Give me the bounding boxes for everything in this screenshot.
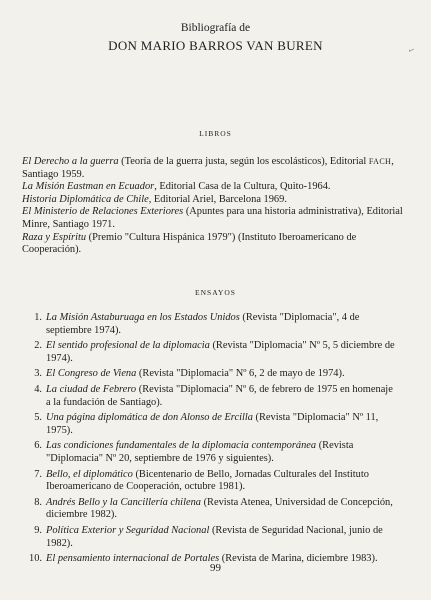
- essay-entry: 5. Una página diplomática de don Alonso de Ercilla (Revista "Diplomacia" Nº 11, 1975).: [34, 412, 379, 436]
- section-title-essays: ENSAYOS: [195, 288, 236, 297]
- book-entry: Historia Diplomática de Chile, Editorial Ariel, Barcelona 1969.: [22, 193, 287, 205]
- essays-list: [0, 312, 431, 569]
- books-list: [22, 156, 414, 257]
- essay-entry: 8. Andrés Bello y la Cancillería chilena (Revista Atenea, Universidad de Concepción, diciembre 1982).: [34, 496, 393, 521]
- essay-entry: 3. El Congreso de Viena (Revista "Diplomacia" Nº 6, 2 de mayo de 1974).: [34, 368, 345, 380]
- heading-line-2: DON MARIO BARROS VAN BUREN: [108, 38, 323, 53]
- essay-entry: 9. Política Exterior y Seguridad Nacional (Revista de Seguridad Nacional, junio de 1982).: [34, 524, 383, 549]
- book-entry: Raza y Espíritu (Premio "Cultura Hispánica 1979") (Instituto Iberoamericano de Cooperación).: [22, 231, 357, 256]
- heading-line-1: Bibliografía de: [180, 22, 251, 34]
- section-title-books: LIBROS: [199, 129, 232, 138]
- essay-entry: 2. El sentido profesional de la diplomacia (Revista "Diplomacia" Nº 5, 5 diciembre de 1974).: [34, 340, 395, 364]
- essay-entry: 1. La Misión Astaburuaga en los Estados Unidos (Revista "Diplomacia", 4 de septiembre 1974).: [34, 312, 360, 336]
- essay-entry: 4. La ciudad de Febrero (Revista "Diplomacia" Nº 6, de febrero de 1975 en homenaje a la fundación de Santiago).: [34, 383, 393, 408]
- page-number: 99: [210, 562, 221, 574]
- book-entry: El Derecho a la guerra (Teoría de la guerra justa, según los escolásticos), Editorial FACH, Santiago 1959.: [22, 156, 394, 180]
- essay-entry: 10. El pensamiento internacional de Portales (Revista de Marina, diciembre 1983).: [29, 553, 378, 565]
- book-entry: El Ministerio de Relaciones Exteriores (Apuntes para una historia administrativa), Editorial Minre, Santiago 1971.: [22, 206, 403, 230]
- book-entry: La Misión Eastman en Ecuador, Editorial Casa de la Cultura, Quito-1964.: [22, 181, 331, 193]
- essay-entry: 7. Bello, el diplomático (Bicentenario de Bello, Jornadas Culturales del Instituto Iberoamericano de Cooperación, octubre 1981).: [34, 468, 369, 493]
- essay-entry: 6. Las condiciones fundamentales de la diplomacia contemporánea (Revista "Diplomacia" Nº 20, septiembre de 1976 y siguientes).: [34, 440, 354, 464]
- margin-mark: ✓: [406, 45, 417, 56]
